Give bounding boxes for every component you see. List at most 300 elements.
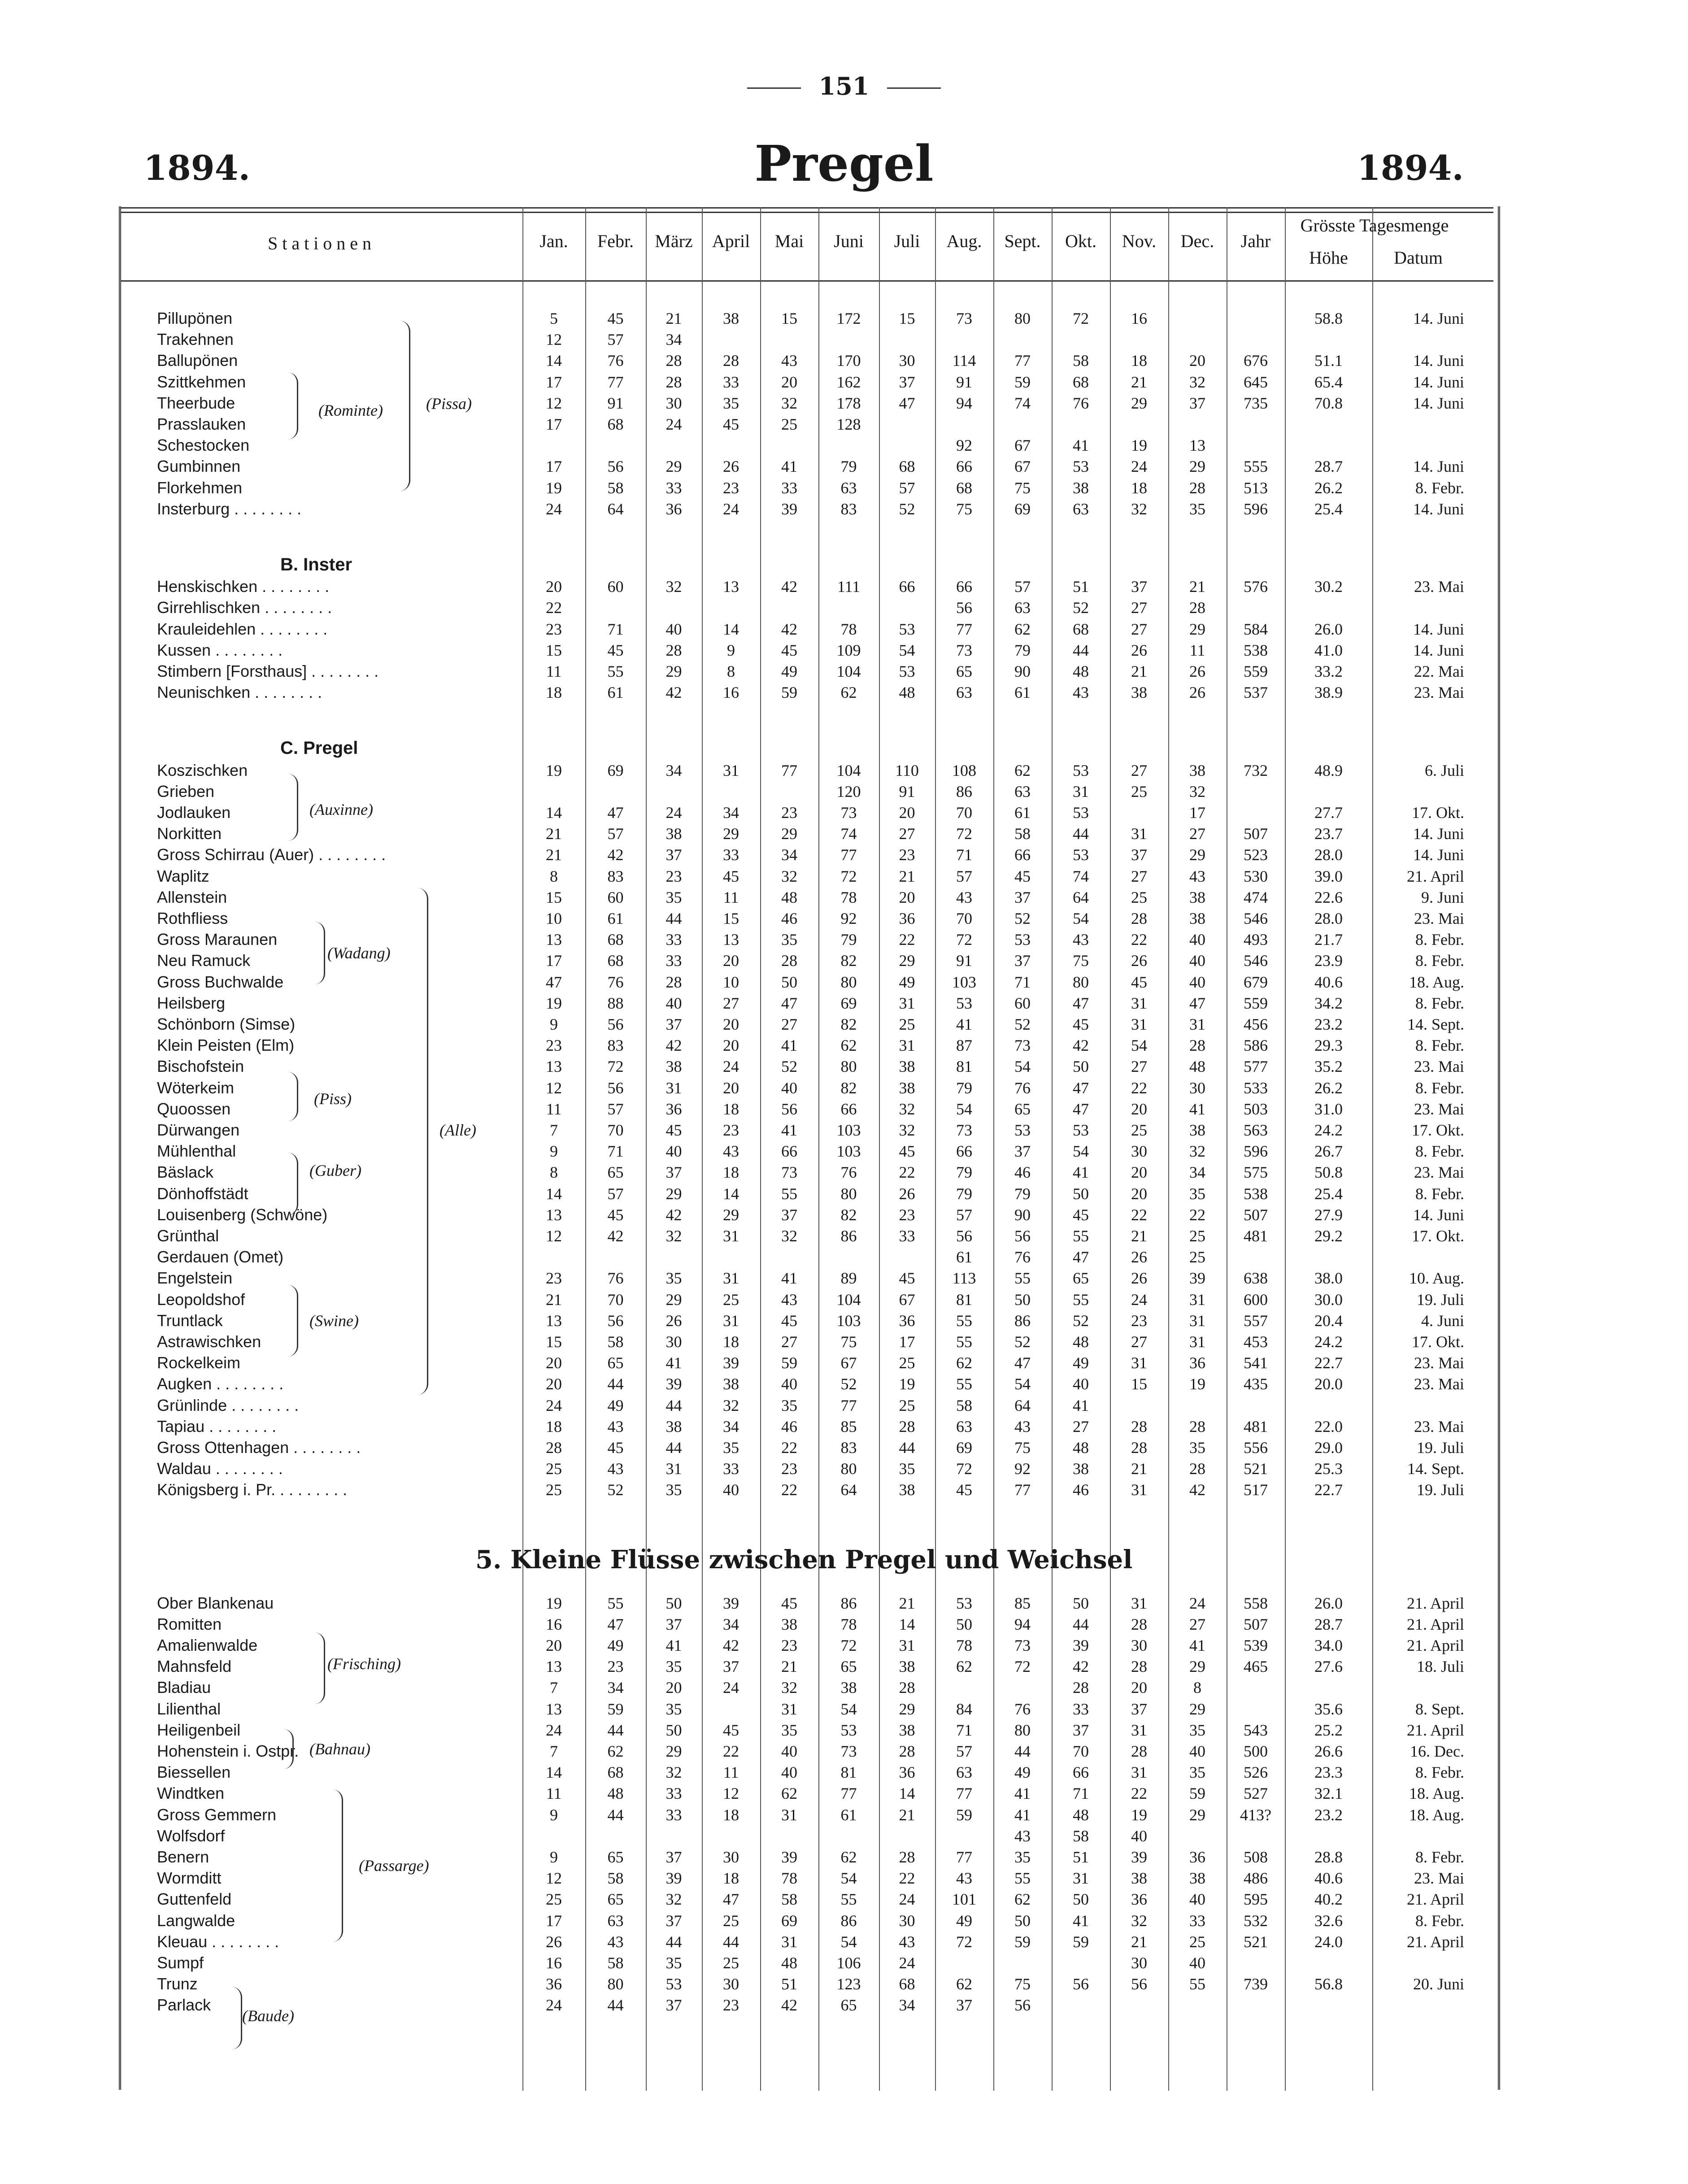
- month-value: 12: [546, 1079, 562, 1097]
- month-value: 27: [1073, 1417, 1089, 1436]
- station-name: Waplitz: [157, 866, 209, 885]
- max-height-value: 30.0: [1314, 1290, 1343, 1309]
- month-value: 91: [899, 782, 915, 801]
- month-value: 104: [836, 1290, 861, 1309]
- station-name: Gross Schirrau (Auer) . . . . . . . .: [157, 845, 386, 864]
- month-value: 45: [1073, 1205, 1089, 1224]
- month-value: 14: [899, 1615, 915, 1633]
- max-height-value: 27.7: [1314, 804, 1343, 822]
- brace-baude: [231, 1987, 242, 2049]
- month-value: 40: [781, 1375, 797, 1393]
- month-value: 9: [727, 641, 735, 659]
- max-height-value: 22.7: [1314, 1354, 1343, 1372]
- month-value: 40: [1189, 1742, 1205, 1760]
- month-value: 11: [546, 1784, 562, 1803]
- label-rominte: (Rominte): [318, 401, 383, 419]
- station-name: Neu Ramuck: [157, 951, 251, 970]
- month-value: 42: [781, 578, 797, 596]
- month-value: 55: [1073, 1227, 1089, 1245]
- station-name: Gross Maraunen: [157, 930, 278, 949]
- station-name: Bladiau: [157, 1678, 211, 1697]
- month-value: 25: [899, 1396, 915, 1414]
- max-date-value: 14. Juni: [1413, 620, 1464, 638]
- month-value: 72: [1073, 309, 1089, 327]
- month-value: 29: [666, 1184, 682, 1203]
- month-value: 48: [1073, 662, 1089, 680]
- year-total: 584: [1244, 620, 1268, 638]
- month-value: 45: [723, 415, 739, 433]
- max-height-value: 25.4: [1314, 500, 1343, 518]
- label-alle: (Alle): [439, 1121, 476, 1139]
- year-total: 523: [1244, 846, 1268, 864]
- month-value: 33: [1189, 1911, 1205, 1930]
- max-height-value: 41.0: [1314, 641, 1343, 659]
- month-value: 58: [607, 479, 624, 497]
- station-name: Pillupönen: [157, 309, 233, 327]
- month-value: 38: [666, 825, 682, 843]
- month-value: 64: [607, 500, 624, 518]
- label-auxinne: (Auxinne): [309, 801, 373, 818]
- month-value: 51: [1073, 1848, 1089, 1866]
- month-value: 40: [1131, 1827, 1147, 1845]
- month-value: 19: [546, 1594, 562, 1612]
- month-value: 19: [899, 1375, 915, 1393]
- month-value: 27: [899, 825, 915, 843]
- station-name: Theerbude: [157, 393, 235, 412]
- year-total: 435: [1244, 1375, 1268, 1393]
- month-value: 21: [546, 825, 562, 843]
- month-value: 56: [607, 1015, 624, 1033]
- month-value: 28: [1131, 1615, 1147, 1633]
- month-value: 59: [781, 683, 797, 702]
- month-value: 114: [952, 352, 976, 370]
- max-date-value: 21. April: [1406, 1932, 1464, 1951]
- month-value: 68: [899, 1975, 915, 1993]
- month-value: 20: [546, 1636, 562, 1654]
- month-value: 75: [1014, 1975, 1031, 1993]
- month-value: 52: [1073, 599, 1089, 617]
- station-name: Norkitten: [157, 824, 222, 843]
- month-value: 38: [723, 309, 739, 327]
- month-value: 110: [895, 761, 919, 779]
- month-value: 89: [840, 1269, 857, 1288]
- year-total: 507: [1244, 825, 1268, 843]
- year-total: 596: [1244, 1142, 1268, 1161]
- month-value: 28: [666, 641, 682, 659]
- month-value: 25: [781, 415, 797, 433]
- month-value: 25: [899, 1015, 915, 1033]
- month-value: 31: [1189, 1290, 1205, 1309]
- month-value: 78: [840, 620, 857, 638]
- max-height-value: 22.0: [1314, 1417, 1343, 1436]
- month-value: 30: [1131, 1142, 1147, 1161]
- year-total: 577: [1244, 1057, 1268, 1076]
- month-value: 66: [956, 1142, 972, 1161]
- month-value: 27: [781, 1333, 797, 1351]
- max-height-value: 58.8: [1314, 309, 1343, 327]
- month-value: 56: [1014, 1227, 1031, 1245]
- month-value: 18: [723, 1333, 739, 1351]
- month-value: 66: [1014, 846, 1031, 864]
- month-value: 73: [956, 1121, 972, 1139]
- max-date-value: 9. Juni: [1421, 888, 1464, 906]
- month-value: 31: [1131, 1354, 1147, 1372]
- month-value: 62: [956, 1975, 972, 1993]
- year-total: 500: [1244, 1742, 1268, 1760]
- year-total: 493: [1244, 931, 1268, 949]
- month-value: 33: [666, 1784, 682, 1803]
- month-value: 31: [723, 761, 739, 779]
- month-value: 14: [546, 804, 562, 822]
- month-value: 28: [899, 1679, 915, 1697]
- max-height-value: 35.6: [1314, 1700, 1343, 1718]
- month-value: 37: [956, 1996, 972, 2014]
- month-value: 24: [899, 1954, 915, 1972]
- month-value: 85: [1014, 1594, 1031, 1612]
- month-value: 25: [899, 1354, 915, 1372]
- month-value: 30: [723, 1848, 739, 1866]
- month-value: 65: [607, 1890, 624, 1909]
- month-value: 17: [546, 457, 562, 476]
- month-value: 25: [723, 1290, 739, 1309]
- month-value: 30: [899, 1911, 915, 1930]
- month-value: 81: [840, 1763, 857, 1782]
- month-value: 79: [1014, 1184, 1031, 1203]
- month-value: 28: [1131, 1417, 1147, 1436]
- month-value: 11: [546, 662, 562, 680]
- month-value: 35: [899, 1460, 915, 1478]
- month-value: 32: [899, 1100, 915, 1118]
- month-value: 31: [1131, 1721, 1147, 1739]
- max-date-value: 21. April: [1406, 1636, 1464, 1654]
- month-value: 12: [546, 331, 562, 349]
- month-value: 30: [1189, 1079, 1205, 1097]
- month-value: 47: [546, 973, 562, 991]
- month-value: 55: [607, 1594, 624, 1612]
- station-name: Dürwangen: [157, 1121, 240, 1139]
- month-value: 21: [781, 1658, 797, 1676]
- month-value: 25: [1131, 1121, 1147, 1139]
- month-value: 45: [781, 641, 797, 659]
- month-value: 38: [899, 1721, 915, 1739]
- month-value: 34: [666, 331, 682, 349]
- station-name: Grünlinde . . . . . . . .: [157, 1396, 299, 1414]
- month-value: 33: [666, 931, 682, 949]
- year-total: 533: [1244, 1079, 1268, 1097]
- month-value: 29: [1189, 1658, 1205, 1676]
- max-height-value: 26.7: [1314, 1142, 1343, 1161]
- month-value: 27: [1131, 867, 1147, 885]
- month-value: 83: [607, 867, 624, 885]
- month-value: 28: [899, 1848, 915, 1866]
- month-value: 61: [607, 909, 624, 927]
- month-value: 65: [607, 1163, 624, 1182]
- month-value: 24: [546, 1721, 562, 1739]
- month-value: 15: [546, 641, 562, 659]
- station-name: Gross Gemmern: [157, 1805, 277, 1824]
- month-value: 36: [1131, 1890, 1147, 1909]
- station-name: Windtken: [157, 1784, 225, 1803]
- month-value: 42: [781, 1996, 797, 2014]
- month-value: 31: [1073, 782, 1089, 801]
- month-value: 77: [1014, 352, 1031, 370]
- month-value: 73: [840, 1742, 857, 1760]
- month-value: 17: [546, 1911, 562, 1930]
- max-height-value: 29.3: [1314, 1036, 1343, 1055]
- max-date-value: 10. Aug.: [1409, 1269, 1464, 1288]
- station-name: Szittkehmen: [157, 372, 246, 391]
- month-value: 54: [840, 1869, 857, 1888]
- month-value: 68: [607, 1763, 624, 1782]
- month-value: 23: [899, 846, 915, 864]
- month-value: 52: [781, 1057, 797, 1076]
- month-value: 76: [607, 973, 624, 991]
- year-total: 575: [1244, 1163, 1268, 1182]
- year-total: 539: [1244, 1636, 1268, 1654]
- month-value: 29: [899, 952, 915, 970]
- month-value: 39: [666, 1869, 682, 1888]
- month-value: 23: [607, 1658, 624, 1676]
- month-value: 16: [546, 1954, 562, 1972]
- month-value: 51: [1073, 578, 1089, 596]
- month-value: 72: [956, 931, 972, 949]
- month-value: 58: [1073, 352, 1089, 370]
- month-value: 75: [1014, 1439, 1031, 1457]
- month-value: 42: [723, 1636, 739, 1654]
- month-value: 20: [1131, 1679, 1147, 1697]
- month-value: 25: [723, 1911, 739, 1930]
- month-value: 37: [666, 1848, 682, 1866]
- month-value: 66: [840, 1100, 857, 1118]
- month-value: 47: [781, 994, 797, 1012]
- month-value: 44: [607, 1996, 624, 2014]
- station-name: Mühlenthal: [157, 1142, 236, 1161]
- label-bahnau: (Bahnau): [309, 1740, 370, 1758]
- month-value: 33: [723, 846, 739, 864]
- month-value: 13: [546, 1658, 562, 1676]
- station-name: Henskischken . . . . . . . .: [157, 577, 330, 596]
- month-value: 28: [899, 1417, 915, 1436]
- month-value: 15: [546, 1333, 562, 1351]
- header-max-daily: Grösste Tagesmenge: [1300, 215, 1449, 235]
- month-value: 56: [1131, 1975, 1147, 1993]
- month-value: 45: [607, 1439, 624, 1457]
- month-value: 27: [723, 994, 739, 1012]
- month-value: 57: [956, 1205, 972, 1224]
- month-value: 67: [899, 1290, 915, 1309]
- month-value: 66: [1073, 1763, 1089, 1782]
- station-name: Biessellen: [157, 1763, 231, 1782]
- month-value: 27: [1131, 1057, 1147, 1076]
- month-value: 38: [1189, 761, 1205, 779]
- year-total: 507: [1244, 1615, 1268, 1633]
- month-value: 24: [899, 1890, 915, 1909]
- month-value: 35: [1189, 1184, 1205, 1203]
- month-value: 24: [723, 1679, 739, 1697]
- month-value: 68: [1073, 620, 1089, 638]
- month-value: 28: [666, 352, 682, 370]
- max-height-value: 24.2: [1314, 1121, 1343, 1139]
- month-value: 32: [666, 1227, 682, 1245]
- month-value: 49: [899, 973, 915, 991]
- month-value: 58: [607, 1954, 624, 1972]
- month-value: 35: [1189, 1721, 1205, 1739]
- month-value: 14: [546, 352, 562, 370]
- month-value: 62: [1014, 761, 1031, 779]
- month-value: 12: [546, 1869, 562, 1888]
- month-value: 22: [723, 1742, 739, 1760]
- month-value: 24: [666, 804, 682, 822]
- month-value: 36: [666, 1100, 682, 1118]
- month-value: 35: [723, 1439, 739, 1457]
- year-total: 532: [1244, 1911, 1268, 1930]
- month-value: 77: [840, 1784, 857, 1803]
- month-value: 63: [956, 683, 972, 702]
- month-value: 39: [1189, 1269, 1205, 1288]
- station-name: Wöterkeim: [157, 1078, 235, 1097]
- month-value: 9: [550, 1142, 558, 1161]
- month-value: 19: [546, 994, 562, 1012]
- month-value: 65: [1073, 1269, 1089, 1288]
- month-value: 35: [666, 888, 682, 906]
- month-value: 62: [956, 1354, 972, 1372]
- month-value: 41: [666, 1636, 682, 1654]
- month-value: 82: [840, 952, 857, 970]
- month-value: 30: [723, 1975, 739, 1993]
- month-value: 43: [607, 1460, 624, 1478]
- month-value: 29: [1131, 394, 1147, 412]
- month-value: 44: [607, 1375, 624, 1393]
- month-value: 70: [607, 1121, 624, 1139]
- max-height-value: 24.0: [1314, 1932, 1343, 1951]
- month-value: 77: [607, 373, 624, 391]
- month-value: 59: [1014, 373, 1031, 391]
- month-value: 25: [546, 1481, 562, 1499]
- month-value: 22: [1131, 1205, 1147, 1224]
- month-value: 32: [666, 1763, 682, 1782]
- max-date-value: 18. Juli: [1416, 1658, 1464, 1676]
- month-value: 61: [607, 683, 624, 702]
- max-date-value: 17. Okt.: [1412, 804, 1464, 822]
- month-value: 74: [1073, 867, 1089, 885]
- month-value: 29: [781, 825, 797, 843]
- month-value: 75: [1073, 952, 1089, 970]
- station-name: Engelstein: [157, 1269, 233, 1288]
- year-total: 521: [1244, 1460, 1268, 1478]
- month-value: 28: [723, 352, 739, 370]
- month-value: 41: [781, 1036, 797, 1055]
- month-value: 55: [956, 1311, 972, 1330]
- month-value: 29: [1189, 457, 1205, 476]
- month-value: 35: [723, 394, 739, 412]
- brace-guber: [287, 1153, 298, 1215]
- station-name: Truntlack: [157, 1311, 223, 1330]
- month-value: 35: [666, 1269, 682, 1288]
- month-value: 39: [666, 1375, 682, 1393]
- month-value: 8: [727, 662, 735, 680]
- station-name: Hohenstein i. Ostpr.: [157, 1742, 299, 1760]
- month-value: 23: [546, 620, 562, 638]
- month-value: 13: [546, 1311, 562, 1330]
- header-height: Höhe: [1309, 248, 1348, 268]
- month-value: 38: [781, 1615, 797, 1633]
- month-value: 71: [1014, 973, 1031, 991]
- max-height-value: 20.4: [1314, 1311, 1343, 1330]
- year-total: 576: [1244, 578, 1268, 596]
- max-height-value: 25.4: [1314, 1184, 1343, 1203]
- brace-alle: [417, 888, 428, 1395]
- month-value: 18: [723, 1869, 739, 1888]
- month-value: 19: [1189, 1375, 1205, 1393]
- month-value: 34: [723, 1417, 739, 1436]
- month-value: 29: [723, 1205, 739, 1224]
- month-value: 21: [1131, 1460, 1147, 1478]
- month-value: 26: [1131, 1248, 1147, 1266]
- year-total: 537: [1244, 683, 1268, 702]
- month-value: 57: [607, 1184, 624, 1203]
- label-pissa: (Pissa): [426, 395, 472, 413]
- month-value: 21: [899, 867, 915, 885]
- month-value: 22: [1131, 931, 1147, 949]
- station-name: Allenstein: [157, 888, 227, 906]
- month-value: 68: [899, 457, 915, 476]
- max-date-value: 23. Mai: [1414, 1375, 1464, 1393]
- year-total: 735: [1244, 394, 1268, 412]
- year-total: 413?: [1240, 1805, 1271, 1824]
- month-value: 72: [1014, 1658, 1031, 1676]
- month-value: 26: [1189, 683, 1205, 702]
- section-heading: B. Inster: [280, 555, 352, 574]
- month-value: 38: [666, 1417, 682, 1436]
- month-value: 10: [723, 973, 739, 991]
- month-value: 53: [1073, 804, 1089, 822]
- month-value: 44: [899, 1439, 915, 1457]
- max-height-value: 33.2: [1314, 662, 1343, 680]
- month-value: 59: [607, 1700, 624, 1718]
- max-date-value: 14. Juni: [1413, 352, 1464, 370]
- month-value: 62: [1014, 620, 1031, 638]
- month-value: 49: [1073, 1354, 1089, 1372]
- month-value: 48: [1073, 1805, 1089, 1824]
- header-month: Juni: [834, 231, 864, 251]
- max-date-value: 6. Juli: [1424, 761, 1464, 779]
- station-name: Bischofstein: [157, 1057, 244, 1076]
- month-value: 40: [1189, 1890, 1205, 1909]
- max-date-value: 23. Mai: [1414, 683, 1464, 702]
- month-value: 172: [836, 309, 861, 327]
- month-value: 47: [1014, 1354, 1031, 1372]
- month-value: 38: [666, 1057, 682, 1076]
- station-name: Heilsberg: [157, 993, 226, 1012]
- month-value: 31: [666, 1460, 682, 1478]
- month-value: 45: [1131, 973, 1147, 991]
- station-name: Parlack: [157, 1996, 211, 2014]
- month-value: 38: [899, 1481, 915, 1499]
- month-value: 84: [956, 1700, 972, 1718]
- month-value: 20: [666, 1679, 682, 1697]
- month-value: 77: [956, 620, 972, 638]
- month-value: 44: [666, 909, 682, 927]
- month-value: 34: [781, 846, 797, 864]
- month-value: 61: [1014, 804, 1031, 822]
- month-value: 20: [899, 888, 915, 906]
- max-date-value: 21. April: [1406, 1615, 1464, 1633]
- month-value: 35: [1189, 500, 1205, 518]
- month-value: 33: [723, 1460, 739, 1478]
- month-value: 29: [666, 1742, 682, 1760]
- max-height-value: 26.0: [1314, 1594, 1343, 1612]
- month-value: 59: [1189, 1784, 1205, 1803]
